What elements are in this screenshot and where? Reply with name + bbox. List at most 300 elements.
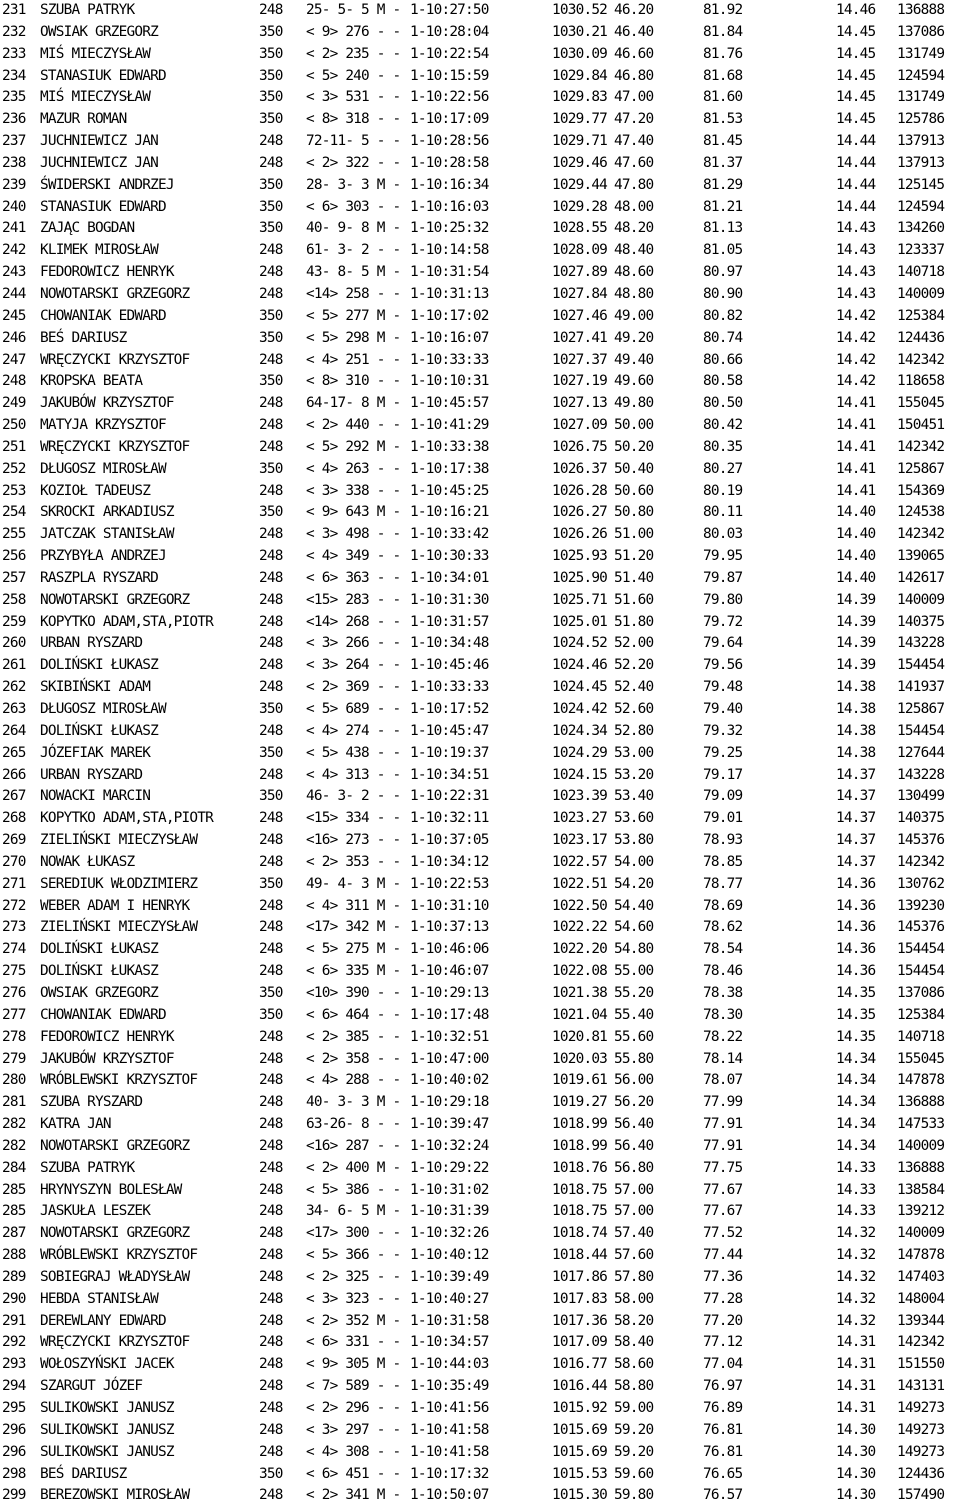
coefficient-cell: 59.60 — [614, 1465, 654, 1482]
coefficient-cell: 53.60 — [614, 810, 654, 827]
distance-cell: 14.42 — [836, 329, 876, 346]
speed-cell: 1029.28 — [552, 198, 608, 215]
name-cell: SULIKOWSKI JANUSZ — [40, 1443, 174, 1460]
speed-cell: 1023.17 — [552, 832, 608, 849]
speed-cell: 1015.69 — [552, 1443, 608, 1460]
coefficient-cell: 49.00 — [614, 307, 654, 324]
distance-cell: 14.45 — [836, 89, 876, 106]
id-cell: 154454 — [897, 941, 945, 958]
time-cell: 1-10:44:03 — [410, 1356, 489, 1373]
position-cell: 250 — [2, 417, 26, 434]
speed-cell: 1024.52 — [552, 635, 608, 652]
points-cell: 78.46 — [703, 963, 743, 980]
position-cell: 299 — [2, 1487, 26, 1504]
points-cell: 77.12 — [703, 1334, 743, 1351]
position-cell: 232 — [2, 23, 26, 40]
section-cell: 248 — [259, 941, 283, 958]
position-cell: 277 — [2, 1006, 26, 1023]
time-cell: 1-10:16:03 — [410, 198, 489, 215]
count-cell: 28- 3- 3 M - — [306, 176, 401, 193]
result-row — [0, 568, 960, 590]
name-cell: ŚWIDERSKI ANDRZEJ — [40, 176, 174, 193]
speed-cell: 1015.92 — [552, 1400, 608, 1416]
section-cell: 248 — [259, 1181, 283, 1198]
position-cell: 263 — [2, 701, 26, 717]
section-cell: 248 — [259, 591, 283, 608]
name-cell: NOWAK ŁUKASZ — [40, 853, 135, 870]
id-cell: 118658 — [897, 373, 945, 390]
section-cell: 248 — [259, 1443, 283, 1460]
position-cell: 251 — [2, 438, 26, 455]
coefficient-cell: 56.20 — [614, 1094, 654, 1111]
points-cell: 78.22 — [703, 1028, 743, 1045]
name-cell: DOLIŃSKI ŁUKASZ — [40, 722, 158, 739]
name-cell: OWSIAK GRZEGORZ — [40, 23, 158, 40]
speed-cell: 1015.53 — [552, 1465, 608, 1482]
name-cell: URBAN RYSZARD — [40, 766, 143, 783]
id-cell: 142342 — [897, 526, 945, 543]
result-row — [0, 721, 960, 743]
coefficient-cell: 55.80 — [614, 1050, 654, 1067]
name-cell: WOŁOSZYŃSKI JACEK — [40, 1356, 174, 1373]
distance-cell: 14.40 — [836, 548, 876, 565]
time-cell: 1-10:41:29 — [410, 417, 489, 434]
id-cell: 140009 — [897, 285, 945, 302]
time-cell: 1-10:22:54 — [410, 45, 489, 62]
count-cell: 25- 5- 5 M - — [306, 2, 401, 18]
id-cell: 125145 — [897, 176, 945, 193]
id-cell: 150451 — [897, 417, 945, 434]
coefficient-cell: 54.60 — [614, 919, 654, 936]
time-cell: 1-10:34:51 — [410, 766, 489, 783]
points-cell: 76.65 — [703, 1465, 743, 1482]
coefficient-cell: 58.00 — [614, 1290, 654, 1307]
time-cell: 1-10:29:22 — [410, 1159, 489, 1176]
result-row — [0, 459, 960, 481]
section-cell: 248 — [259, 482, 283, 499]
speed-cell: 1021.38 — [552, 984, 608, 1001]
distance-cell: 14.39 — [836, 591, 876, 608]
position-cell: 242 — [2, 242, 26, 259]
section-cell: 350 — [259, 111, 283, 128]
speed-cell: 1024.29 — [552, 744, 608, 761]
time-cell: 1-10:28:58 — [410, 154, 489, 171]
points-cell: 76.81 — [703, 1421, 743, 1438]
points-cell: 79.40 — [703, 701, 743, 717]
section-cell: 248 — [259, 810, 283, 827]
points-cell: 77.28 — [703, 1290, 743, 1307]
speed-cell: 1021.04 — [552, 1006, 608, 1023]
result-row — [0, 481, 960, 503]
position-cell: 296 — [2, 1443, 26, 1460]
section-cell: 248 — [259, 351, 283, 368]
coefficient-cell: 57.00 — [614, 1181, 654, 1198]
points-cell: 76.97 — [703, 1378, 743, 1395]
result-row — [0, 524, 960, 546]
time-cell: 1-10:17:48 — [410, 1006, 489, 1023]
speed-cell: 1029.44 — [552, 176, 608, 193]
points-cell: 77.04 — [703, 1356, 743, 1373]
position-cell: 235 — [2, 89, 26, 106]
points-cell: 76.57 — [703, 1487, 743, 1504]
position-cell: 271 — [2, 875, 26, 892]
result-row — [0, 262, 960, 284]
name-cell: DŁUGOSZ MIROSŁAW — [40, 701, 166, 717]
section-cell: 350 — [259, 701, 283, 717]
position-cell: 298 — [2, 1465, 26, 1482]
distance-cell: 14.33 — [836, 1181, 876, 1198]
position-cell: 236 — [2, 111, 26, 128]
time-cell: 1-10:33:42 — [410, 526, 489, 543]
section-cell: 248 — [259, 679, 283, 696]
position-cell: 243 — [2, 264, 26, 281]
distance-cell: 14.30 — [836, 1421, 876, 1438]
section-cell: 350 — [259, 1465, 283, 1482]
time-cell: 1-10:31:54 — [410, 264, 489, 281]
time-cell: 1-10:34:57 — [410, 1334, 489, 1351]
name-cell: KLIMEK MIROSŁAW — [40, 242, 158, 259]
points-cell: 80.97 — [703, 264, 743, 281]
count-cell: 46- 3- 2 - - — [306, 788, 401, 805]
distance-cell: 14.45 — [836, 67, 876, 84]
coefficient-cell: 52.80 — [614, 722, 654, 739]
result-row — [0, 1289, 960, 1311]
id-cell: 124538 — [897, 504, 945, 521]
time-cell: 1-10:29:13 — [410, 984, 489, 1001]
section-cell: 248 — [259, 919, 283, 936]
time-cell: 1-10:17:32 — [410, 1465, 489, 1482]
count-cell: 49- 4- 3 M - — [306, 875, 401, 892]
speed-cell: 1023.39 — [552, 788, 608, 805]
section-cell: 248 — [259, 853, 283, 870]
position-cell: 284 — [2, 1159, 26, 1176]
name-cell: WRĘCZYCKI KRZYSZTOF — [40, 351, 190, 368]
section-cell: 248 — [259, 1247, 283, 1264]
distance-cell: 14.34 — [836, 1072, 876, 1089]
distance-cell: 14.41 — [836, 438, 876, 455]
section-cell: 248 — [259, 548, 283, 565]
name-cell: SULIKOWSKI JANUSZ — [40, 1421, 174, 1438]
name-cell: NOWOTARSKI GRZEGORZ — [40, 1137, 190, 1154]
points-cell: 81.29 — [703, 176, 743, 193]
points-cell: 81.92 — [703, 2, 743, 18]
time-cell: 1-10:37:05 — [410, 832, 489, 849]
position-cell: 259 — [2, 613, 26, 630]
position-cell: 273 — [2, 919, 26, 936]
time-cell: 1-10:17:09 — [410, 111, 489, 128]
points-cell: 79.72 — [703, 613, 743, 630]
position-cell: 287 — [2, 1225, 26, 1242]
points-cell: 79.80 — [703, 591, 743, 608]
position-cell: 240 — [2, 198, 26, 215]
result-row — [0, 677, 960, 699]
distance-cell: 14.45 — [836, 23, 876, 40]
section-cell: 350 — [259, 67, 283, 84]
speed-cell: 1024.34 — [552, 722, 608, 739]
position-cell: 253 — [2, 482, 26, 499]
time-cell: 1-10:17:52 — [410, 701, 489, 717]
name-cell: SKROCKI ARKADIUSZ — [40, 504, 174, 521]
name-cell: PRZYBYŁA ANDRZEJ — [40, 548, 166, 565]
count-cell: 34- 6- 5 M - — [306, 1203, 401, 1220]
count-cell: 63-26- 8 - - — [306, 1116, 401, 1133]
section-cell: 350 — [259, 176, 283, 193]
result-row — [0, 415, 960, 437]
id-cell: 147403 — [897, 1268, 945, 1285]
time-cell: 1-10:16:21 — [410, 504, 489, 521]
distance-cell: 14.32 — [836, 1225, 876, 1242]
id-cell: 125384 — [897, 1006, 945, 1023]
count-cell: <17> 300 - - — [306, 1225, 401, 1242]
points-cell: 76.89 — [703, 1400, 743, 1416]
distance-cell: 14.30 — [836, 1465, 876, 1482]
result-row — [0, 1376, 960, 1398]
count-cell: < 5> 240 - - — [306, 67, 401, 84]
points-cell: 79.32 — [703, 722, 743, 739]
result-row — [0, 1158, 960, 1180]
section-cell: 248 — [259, 766, 283, 783]
section-cell: 248 — [259, 438, 283, 455]
id-cell: 157490 — [897, 1487, 945, 1504]
id-cell: 131749 — [897, 45, 945, 62]
points-cell: 81.53 — [703, 111, 743, 128]
name-cell: SEREDIUK WŁODZIMIERZ — [40, 875, 198, 892]
time-cell: 1-10:34:12 — [410, 853, 489, 870]
name-cell: SZARGUT JÓZEF — [40, 1378, 143, 1395]
position-cell: 257 — [2, 569, 26, 586]
count-cell: < 2> 341 M - — [306, 1487, 401, 1504]
coefficient-cell: 52.00 — [614, 635, 654, 652]
coefficient-cell: 50.20 — [614, 438, 654, 455]
count-cell: < 4> 251 - - — [306, 351, 401, 368]
time-cell: 1-10:31:39 — [410, 1203, 489, 1220]
position-cell: 234 — [2, 67, 26, 84]
count-cell: < 2> 352 M - — [306, 1312, 401, 1329]
distance-cell: 14.30 — [836, 1487, 876, 1504]
points-cell: 80.35 — [703, 438, 743, 455]
speed-cell: 1019.61 — [552, 1072, 608, 1089]
distance-cell: 14.42 — [836, 373, 876, 390]
position-cell: 239 — [2, 176, 26, 193]
time-cell: 1-10:15:59 — [410, 67, 489, 84]
time-cell: 1-10:35:49 — [410, 1378, 489, 1395]
section-cell: 248 — [259, 1356, 283, 1373]
distance-cell: 14.33 — [836, 1159, 876, 1176]
position-cell: 249 — [2, 395, 26, 412]
count-cell: < 9> 643 M - — [306, 504, 401, 521]
name-cell: DOLIŃSKI ŁUKASZ — [40, 941, 158, 958]
section-cell: 248 — [259, 1378, 283, 1395]
points-cell: 80.82 — [703, 307, 743, 324]
speed-cell: 1029.83 — [552, 89, 608, 106]
coefficient-cell: 50.00 — [614, 417, 654, 434]
id-cell: 147533 — [897, 1116, 945, 1133]
result-row — [0, 0, 960, 22]
speed-cell: 1016.77 — [552, 1356, 608, 1373]
count-cell: <10> 390 - - — [306, 984, 401, 1001]
section-cell: 248 — [259, 1421, 283, 1438]
coefficient-cell: 49.20 — [614, 329, 654, 346]
speed-cell: 1024.15 — [552, 766, 608, 783]
result-row — [0, 1267, 960, 1289]
time-cell: 1-10:34:48 — [410, 635, 489, 652]
position-cell: 288 — [2, 1247, 26, 1264]
points-cell: 80.27 — [703, 460, 743, 477]
position-cell: 246 — [2, 329, 26, 346]
section-cell: 248 — [259, 657, 283, 674]
time-cell: 1-10:34:01 — [410, 569, 489, 586]
result-row — [0, 1354, 960, 1376]
id-cell: 154454 — [897, 722, 945, 739]
time-cell: 1-10:16:07 — [410, 329, 489, 346]
speed-cell: 1024.46 — [552, 657, 608, 674]
result-row — [0, 1136, 960, 1158]
result-row — [0, 1245, 960, 1267]
name-cell: RASZPLA RYSZARD — [40, 569, 158, 586]
points-cell: 80.66 — [703, 351, 743, 368]
name-cell: URBAN RYSZARD — [40, 635, 143, 652]
name-cell: DOLIŃSKI ŁUKASZ — [40, 657, 158, 674]
coefficient-cell: 47.00 — [614, 89, 654, 106]
points-cell: 76.81 — [703, 1443, 743, 1460]
count-cell: < 2> 358 - - — [306, 1050, 401, 1067]
coefficient-cell: 55.00 — [614, 963, 654, 980]
speed-cell: 1030.52 — [552, 2, 608, 18]
time-cell: 1-10:32:51 — [410, 1028, 489, 1045]
result-row — [0, 131, 960, 153]
id-cell: 136888 — [897, 1094, 945, 1111]
distance-cell: 14.33 — [836, 1203, 876, 1220]
section-cell: 350 — [259, 89, 283, 106]
position-cell: 264 — [2, 722, 26, 739]
section-cell: 248 — [259, 1094, 283, 1111]
coefficient-cell: 55.40 — [614, 1006, 654, 1023]
id-cell: 124594 — [897, 67, 945, 84]
id-cell: 151550 — [897, 1356, 945, 1373]
name-cell: JAKUBÓW KRZYSZTOF — [40, 1050, 174, 1067]
coefficient-cell: 58.20 — [614, 1312, 654, 1329]
position-cell: 292 — [2, 1334, 26, 1351]
coefficient-cell: 46.60 — [614, 45, 654, 62]
name-cell: DEREWLANY EDWARD — [40, 1312, 166, 1329]
name-cell: FEDOROWICZ HENRYK — [40, 264, 174, 281]
result-row — [0, 240, 960, 262]
result-row — [0, 808, 960, 830]
distance-cell: 14.38 — [836, 744, 876, 761]
speed-cell: 1020.81 — [552, 1028, 608, 1045]
distance-cell: 14.38 — [836, 679, 876, 696]
id-cell: 140718 — [897, 1028, 945, 1045]
id-cell: 140009 — [897, 591, 945, 608]
count-cell: <17> 342 M - — [306, 919, 401, 936]
distance-cell: 14.39 — [836, 657, 876, 674]
section-cell: 248 — [259, 963, 283, 980]
section-cell: 350 — [259, 23, 283, 40]
time-cell: 1-10:41:58 — [410, 1421, 489, 1438]
time-cell: 1-10:31:02 — [410, 1181, 489, 1198]
id-cell: 154369 — [897, 482, 945, 499]
id-cell: 137913 — [897, 154, 945, 171]
coefficient-cell: 52.40 — [614, 679, 654, 696]
count-cell: < 5> 275 M - — [306, 941, 401, 958]
points-cell: 78.14 — [703, 1050, 743, 1067]
time-cell: 1-10:40:27 — [410, 1290, 489, 1307]
position-cell: 266 — [2, 766, 26, 783]
distance-cell: 14.40 — [836, 569, 876, 586]
id-cell: 131749 — [897, 89, 945, 106]
result-row — [0, 939, 960, 961]
result-row — [0, 655, 960, 677]
id-cell: 140009 — [897, 1137, 945, 1154]
position-cell: 256 — [2, 548, 26, 565]
coefficient-cell: 50.80 — [614, 504, 654, 521]
name-cell: MATYJA KRZYSZTOF — [40, 417, 166, 434]
count-cell: < 3> 297 - - — [306, 1421, 401, 1438]
position-cell: 291 — [2, 1312, 26, 1329]
points-cell: 79.64 — [703, 635, 743, 652]
id-cell: 143228 — [897, 635, 945, 652]
distance-cell: 14.34 — [836, 1050, 876, 1067]
speed-cell: 1027.37 — [552, 351, 608, 368]
speed-cell: 1017.36 — [552, 1312, 608, 1329]
points-cell: 77.67 — [703, 1181, 743, 1198]
id-cell: 142342 — [897, 438, 945, 455]
result-row — [0, 983, 960, 1005]
position-cell: 280 — [2, 1072, 26, 1089]
name-cell: FEDOROWICZ HENRYK — [40, 1028, 174, 1045]
coefficient-cell: 48.00 — [614, 198, 654, 215]
section-cell: 248 — [259, 1400, 283, 1416]
count-cell: < 8> 318 - - — [306, 111, 401, 128]
id-cell: 124436 — [897, 1465, 945, 1482]
speed-cell: 1025.01 — [552, 613, 608, 630]
id-cell: 155045 — [897, 1050, 945, 1067]
coefficient-cell: 54.40 — [614, 897, 654, 914]
speed-cell: 1023.27 — [552, 810, 608, 827]
coefficient-cell: 50.60 — [614, 482, 654, 499]
distance-cell: 14.44 — [836, 133, 876, 150]
speed-cell: 1018.75 — [552, 1181, 608, 1198]
distance-cell: 14.43 — [836, 285, 876, 302]
count-cell: < 4> 308 - - — [306, 1443, 401, 1460]
coefficient-cell: 59.20 — [614, 1421, 654, 1438]
name-cell: MIŚ MIECZYSŁAW — [40, 45, 151, 62]
points-cell: 80.03 — [703, 526, 743, 543]
result-row — [0, 1092, 960, 1114]
points-cell: 81.76 — [703, 45, 743, 62]
name-cell: SKIBIŃSKI ADAM — [40, 679, 151, 696]
section-cell: 350 — [259, 373, 283, 390]
points-cell: 79.09 — [703, 788, 743, 805]
points-cell: 81.60 — [703, 89, 743, 106]
count-cell: < 5> 298 M - — [306, 329, 401, 346]
speed-cell: 1026.37 — [552, 460, 608, 477]
points-cell: 80.90 — [703, 285, 743, 302]
count-cell: 64-17- 8 M - — [306, 395, 401, 412]
points-cell: 77.44 — [703, 1247, 743, 1264]
count-cell: 43- 8- 5 M - — [306, 264, 401, 281]
count-cell: 61- 3- 2 - - — [306, 242, 401, 259]
id-cell: 125786 — [897, 111, 945, 128]
section-cell: 350 — [259, 307, 283, 324]
name-cell: NOWOTARSKI GRZEGORZ — [40, 591, 190, 608]
speed-cell: 1022.50 — [552, 897, 608, 914]
time-cell: 1-10:32:11 — [410, 810, 489, 827]
time-cell: 1-10:31:58 — [410, 1312, 489, 1329]
coefficient-cell: 46.80 — [614, 67, 654, 84]
section-cell: 248 — [259, 1290, 283, 1307]
position-cell: 255 — [2, 526, 26, 543]
